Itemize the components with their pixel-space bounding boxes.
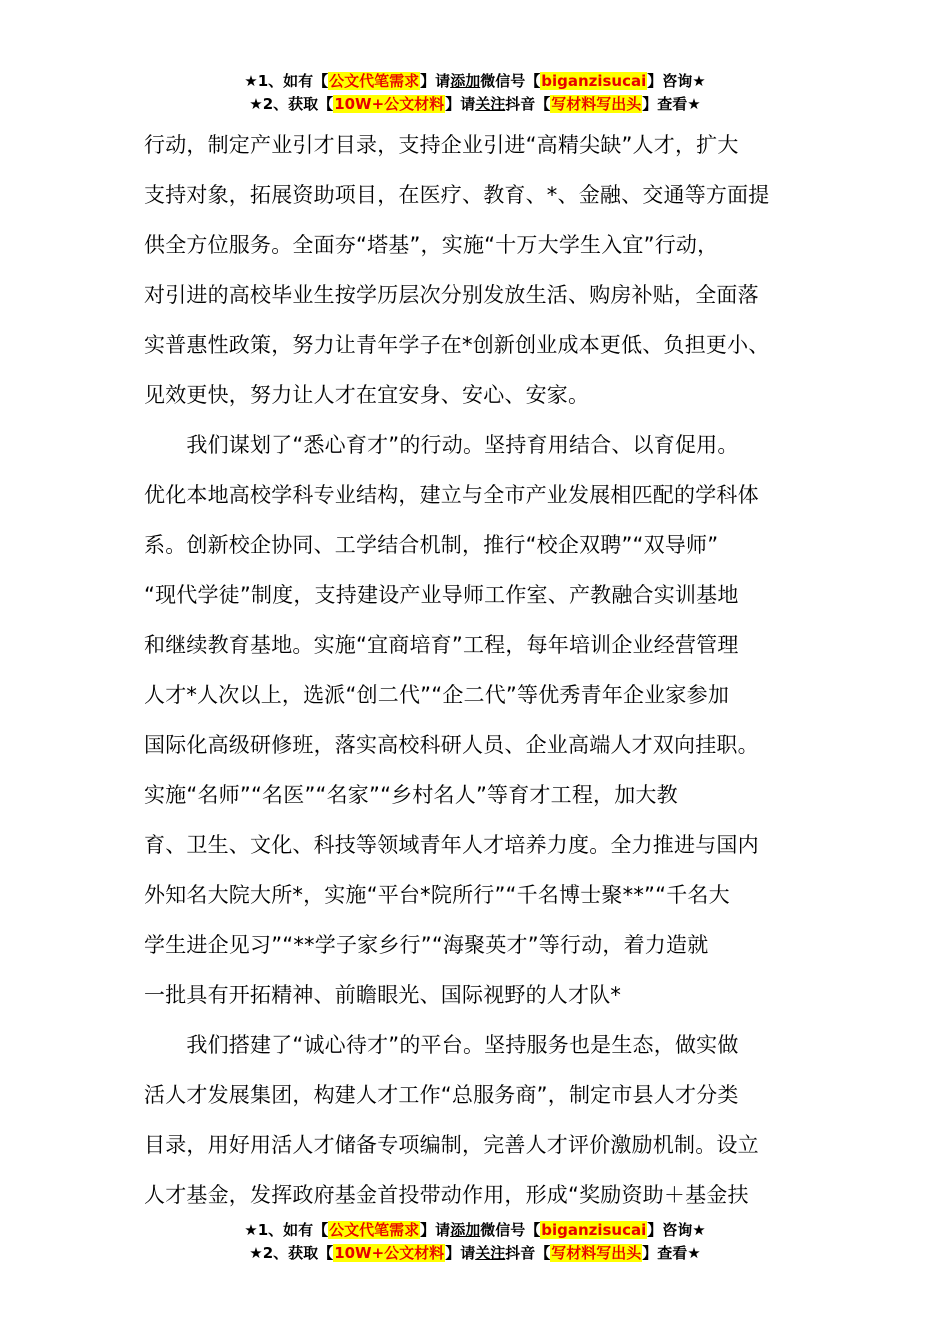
banner-text: 微信号【: [480, 1221, 541, 1239]
banner-highlight: 公文代笔需求: [329, 1221, 420, 1239]
banner-line-1: [0, 70, 950, 93]
banner-text: ★2、获取【: [249, 95, 334, 113]
body-line: 优化本地高校学科专业结构，建立与全市产业发展相匹配的学科体: [144, 483, 759, 507]
banner-emphasis: 添加: [450, 72, 481, 90]
banner-text: 抖音【: [505, 1244, 551, 1262]
banner-highlight: 10W+公文材料: [334, 1244, 445, 1262]
banner-text: 】请: [445, 95, 476, 113]
banner-line-1: [0, 1219, 950, 1242]
banner-text: 微信号【: [480, 72, 541, 90]
banner-text: ★2、获取【: [249, 1244, 334, 1262]
banner-highlight: 公文代笔需求: [329, 72, 420, 90]
body-line: 外知名大院大所*，实施“平台*院所行”“千名博士聚**”“千名大: [144, 883, 730, 907]
banner-highlight: biganzisucai: [541, 72, 647, 90]
body-line: “现代学徒”制度，支持建设产业导师工作室、产教融合实训基地: [144, 583, 739, 607]
banner-text: 】咨询★: [647, 72, 706, 90]
banner-highlight: biganzisucai: [541, 1221, 647, 1239]
banner-text: 】请: [420, 72, 451, 90]
banner-highlight: 10W+公文材料: [334, 95, 445, 113]
body-line: 一批具有开拓精神、前瞻眼光、国际视野的人才队*: [144, 983, 622, 1007]
banner-emphasis: 添加: [450, 1221, 481, 1239]
banner-text: 抖音【: [505, 95, 551, 113]
body-line: 见效更快，努力让人才在宜安身、安心、安家。: [144, 383, 590, 407]
body-line: 供全方位服务。全面夯“塔基”，实施“十万大学生入宜”行动，: [144, 233, 719, 257]
banner-line-2: [0, 1242, 950, 1265]
body-line: 系。创新校企协同、工学结合机制，推行“校企双聘”“双导师”: [144, 533, 719, 557]
banner-line-2: [0, 93, 950, 116]
banner-emphasis: 关注: [475, 95, 506, 113]
document-body: [144, 120, 808, 1220]
banner-text: 】请: [420, 1221, 451, 1239]
body-line: 实普惠性政策，努力让青年学子在*创新创业成本更低、负担更小、: [144, 333, 770, 357]
banner-text: 】咨询★: [647, 1221, 706, 1239]
body-line: 学生进企见习”“**学子家乡行”“海聚英才”等行动，着力造就: [144, 933, 709, 957]
body-line: 活人才发展集团，构建人才工作“总服务商”，制定市县人才分类: [144, 1083, 739, 1107]
banner-text: 】查看★: [642, 95, 701, 113]
body-line: 行动，制定产业引才目录，支持企业引进“高精尖缺”人才，扩大: [144, 133, 739, 157]
body-line: 育、卫生、文化、科技等领域青年人才培养力度。全力推进与国内: [144, 833, 759, 857]
banner-highlight: 写材料写出头: [551, 95, 642, 113]
body-line: 支持对象，拓展资助项目，在医疗、教育、*、金融、交通等方面提: [144, 183, 770, 207]
body-line: 目录，用好用活人才储备专项编制，完善人才评价激励机制。设立: [144, 1133, 759, 1157]
banner-text: ★1、如有【: [244, 72, 329, 90]
banner-text: ★1、如有【: [244, 1221, 329, 1239]
footer-banner: [0, 1219, 950, 1265]
body-line: 对引进的高校毕业生按学历层次分别发放生活、购房补贴，全面落: [144, 283, 759, 307]
body-line: 和继续教育基地。实施“宜商培育”工程，每年培训企业经营管理: [144, 633, 739, 657]
body-line: 人才*人次以上，选派“创二代”“企二代”等优秀青年企业家参加: [144, 683, 730, 707]
banner-text: 】查看★: [642, 1244, 701, 1262]
banner-text: 】请: [445, 1244, 476, 1262]
body-line: 我们搭建了“诚心待才”的平台。坚持服务也是生态，做实做: [144, 1033, 739, 1057]
body-line: 人才基金，发挥政府基金首投带动作用，形成“奖励资助＋基金扶: [144, 1183, 749, 1207]
body-line: 我们谋划了“悉心育才”的行动。坚持育用结合、以育促用。: [144, 433, 739, 457]
banner-emphasis: 关注: [475, 1244, 506, 1262]
body-line: 国际化高级研修班，落实高校科研人员、企业高端人才双向挂职。: [144, 733, 759, 757]
header-banner: [0, 70, 950, 116]
banner-highlight: 写材料写出头: [551, 1244, 642, 1262]
body-line: 实施“名师”“名医”“名家”“乡村名人”等育才工程，加大教: [144, 783, 678, 807]
